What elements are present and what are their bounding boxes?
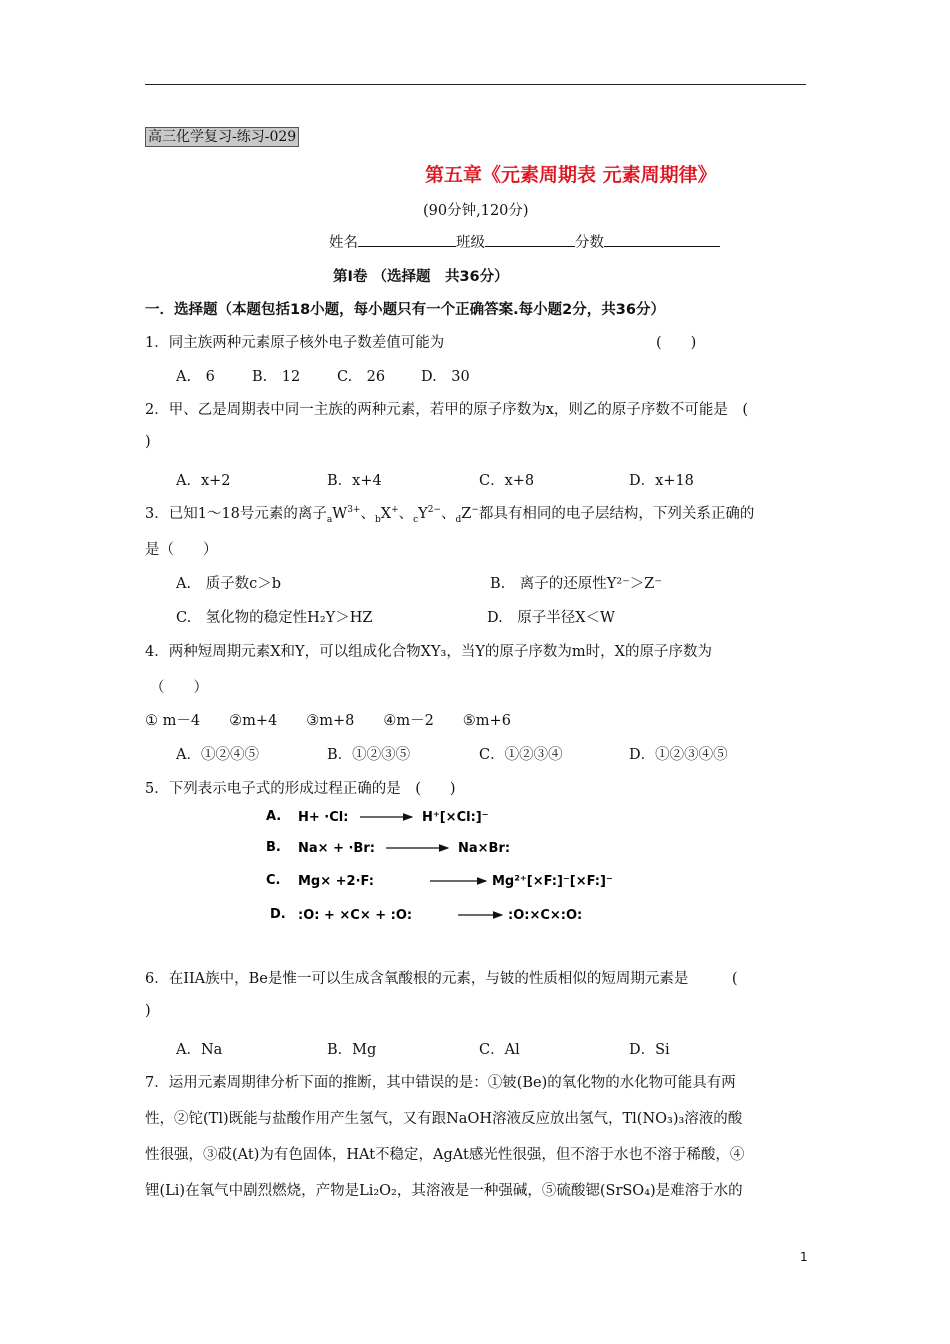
q6-option-b: B．Mg xyxy=(327,1042,377,1058)
q6-option-a: A．Na xyxy=(176,1042,223,1058)
q7-line-4: 锂(Li)在氧气中剧烈燃烧，产物是Li₂O₂，其溶液是一种强碱，⑤硫酸锶(SrSO₄)是难溶于水的 xyxy=(145,1183,743,1199)
q5-electron-formula-image xyxy=(262,800,732,932)
student-info-line xyxy=(329,231,720,252)
q7-line-3: 性很强，③砹(At)为有色固体，HAt不稳定，AgAt感光性很强，但不溶于水也不溶于稀酸，④ xyxy=(145,1147,745,1163)
q5-formula-b-right: Na×Br: xyxy=(458,841,511,856)
volume-heading: 第Ⅰ卷 （选择题 共36分） xyxy=(333,269,509,285)
q5-formula-c-right: Mg²⁺[×F:]⁻[×F:]⁻ xyxy=(492,874,613,889)
q2-option-a: A．x+2 xyxy=(176,473,231,489)
q6-option-d: D．Si xyxy=(629,1042,670,1058)
chapter-title: 第五章《元素周期表 元素周期律》 xyxy=(425,164,717,186)
q1-stem: 1．同主族两种元素原子核外电子数差值可能为 xyxy=(145,335,445,351)
q5-formula-d-right: :O:×C×:O: xyxy=(508,908,583,923)
q7-line-1: 7．运用元素周期律分析下面的推断，其中错误的是：①铍(Be)的氧化物的水化物可能具有两 xyxy=(145,1075,736,1091)
q5-formula-d-left: :O: + ×C× + :O: xyxy=(298,908,413,923)
name-label: 姓名 xyxy=(329,235,358,251)
score-label: 分数 xyxy=(575,235,604,251)
q4-option-b: B．①②③⑤ xyxy=(327,747,411,763)
time-score-note: (90分钟,120分) xyxy=(423,203,529,219)
q1-option-b: B. 12 xyxy=(252,369,301,385)
q5-formula-c-left: Mg× +2·F: xyxy=(298,874,374,889)
q6-stem-cont: ) xyxy=(145,1003,151,1019)
q3-option-c: C. 氢化物的稳定性H₂Y＞HZ xyxy=(176,610,373,626)
page-number: 1 xyxy=(800,1250,808,1264)
q3-option-d: D. 原子半径X＜W xyxy=(487,610,615,626)
q4-stem-cont: （ ） xyxy=(150,680,208,696)
q2-option-b: B．x+4 xyxy=(327,473,382,489)
q4-option-d: D．①②③④⑤ xyxy=(629,747,728,763)
q5-formula-a-left: H+ ·Cl: xyxy=(298,810,349,825)
q3-stem xyxy=(145,502,754,523)
class-label: 班级 xyxy=(456,235,485,251)
q3-stem-post: 都具有相同的电子层结构，下列关系正确的 xyxy=(478,506,755,522)
q5-option-a-label: A. xyxy=(266,809,282,824)
q1-answer-paren: ( ) xyxy=(656,335,697,351)
section-heading: 一．选择题（本题包括18小题，每小题只有一个正确答案.每小题2分，共36分） xyxy=(145,302,665,318)
q3-ions: $_aW^{3+}$、$_b$X+、$_cY^{2-}$、$_d$Z− xyxy=(326,505,479,525)
class-field[interactable] xyxy=(485,232,575,247)
exercise-tag: 高三化学复习-练习-029 xyxy=(145,127,299,147)
q4-option-c: C．①②③④ xyxy=(479,747,563,763)
q5-option-d-label: D. xyxy=(270,907,286,922)
q4-items: ① m－4 ②m+4 ③m+8 ④m－2 ⑤m+6 xyxy=(145,713,511,729)
score-field[interactable] xyxy=(604,232,720,247)
q3-option-b: B. 离子的还原性Y²⁻＞Z⁻ xyxy=(490,576,663,592)
header-rule xyxy=(145,84,806,85)
q5-option-b-label: B. xyxy=(266,840,281,855)
q3-stem-cont: 是（ ） xyxy=(145,542,218,558)
q6-stem: 6．在IIA族中，Be是惟一可以生成含氧酸根的元素，与铍的性质相似的短周期元素是 ( xyxy=(145,971,738,987)
q2-option-d: D．x+18 xyxy=(629,473,694,489)
q1-option-a: A. 6 xyxy=(176,369,215,385)
q4-option-a: A．①②④⑤ xyxy=(176,747,259,763)
q4-stem: 4．两种短周期元素X和Y，可以组成化合物XY₃，当Y的原子序数为m时，X的原子序数为 xyxy=(145,644,712,660)
q5-formula-a-right: H⁺[×Cl:]⁻ xyxy=(422,810,489,825)
q1-option-c: C. 26 xyxy=(337,369,386,385)
q2-stem: 2．甲、乙是周期表中同一主族的两种元素，若甲的原子序数为x，则乙的原子序数不可能是 ( xyxy=(145,402,749,418)
q3-stem-pre: 3．已知1～18号元素的离子 xyxy=(145,506,327,522)
q2-stem-cont: ) xyxy=(145,434,151,450)
q6-option-c: C．Al xyxy=(479,1042,520,1058)
q5-formula-b-left: Na× + ·Br: xyxy=(298,841,375,856)
name-field[interactable] xyxy=(358,232,456,247)
q2-option-c: C．x+8 xyxy=(479,473,535,489)
q7-line-2: 性，②铊(Tl)既能与盐酸作用产生氢气，又有跟NaOH溶液反应放出氢气，Tl(NO₃)₃溶液的酸 xyxy=(145,1111,743,1127)
q5-option-c-label: C. xyxy=(266,873,281,888)
q3-option-a: A. 质子数c＞b xyxy=(176,576,281,592)
q1-option-d: D. 30 xyxy=(421,369,470,385)
q5-stem: 5．下列表示电子式的形成过程正确的是 ( ) xyxy=(145,781,456,797)
